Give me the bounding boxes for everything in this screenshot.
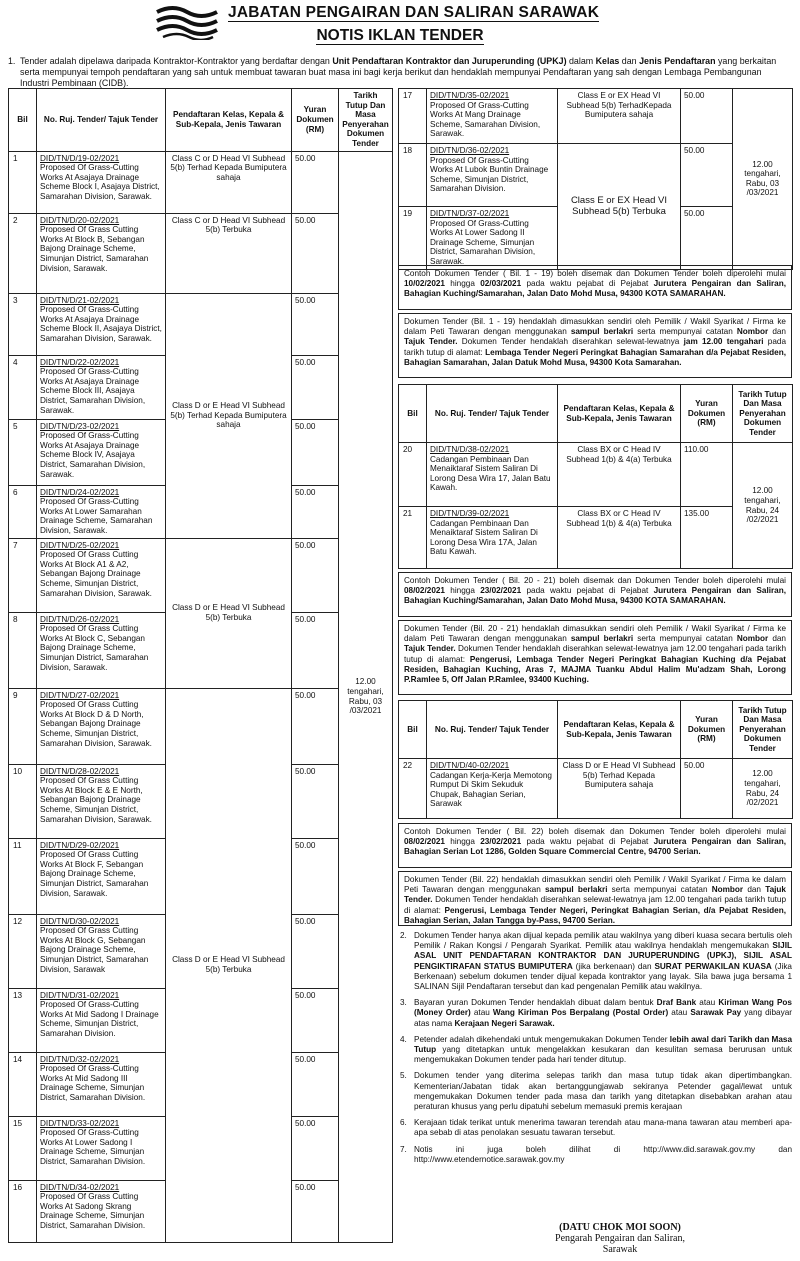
table-row: 17 DID/TN/D/35-02/2021 Proposed Of Grass-Cutting Works At Mang Drainage Scheme, Samarahan Division, Sarawak. Class E or EX Head VI Subhead 5(b) TerhadKepada Bumiputera sahaja 50.00 12.00 tengahari, Rabu, 03 /03/2021: [399, 89, 793, 144]
col-header-reg: Pendaftaran Kelas, Kepala & Sub-Kepala, Jenis Tawaran: [166, 89, 292, 152]
tender-ref-link[interactable]: DID/TN/D/21-02/2021: [40, 295, 120, 305]
tender-ref-link[interactable]: DID/TN/D/22-02/2021: [40, 357, 120, 367]
table-row: 10 DID/TN/D/28-02/2021 Proposed Of Grass Cutting Works At Block E & E North, Sebangan Bajong Drainage Scheme, Simunjan District, Samarahan Division, Sarawak. 50.00: [9, 764, 393, 838]
list-item: 6. Kerajaan tidak terikat untuk menerima tawaran terendah atau mana-mana tawaran atau memberi apa-apa sebab di atas penolakan sesuatu tawaran tersebut.: [400, 1118, 792, 1138]
tender-ref-link[interactable]: DID/TN/D/39-02/2021: [430, 509, 510, 518]
table-row: 19 DID/TN/D/37-02/2021 Proposed Of Grass-Cutting Works At Lower Sadong II Drainage Scheme, Simunjan District, Samarahan Division, Sarawak. 50.00: [399, 207, 793, 270]
tender-ref-link[interactable]: DID/TN/D/23-02/2021: [40, 421, 120, 431]
tender-ref-link[interactable]: DID/TN/D/27-02/2021: [40, 690, 120, 700]
closing-date: 12.00 tengahari, Rabu, 24 /02/2021: [733, 443, 793, 569]
registration-class: Class D or E Head VI Subhead 5(b) Terbuka: [166, 538, 292, 688]
table-row: 4 DID/TN/D/22-02/2021 Proposed Of Grass-Cutting Works At Asajaya Drainage Scheme Block III, Asajaya District, Samarahan Division, Sarawak. 50.00: [9, 355, 393, 419]
table-row: 7 DID/TN/D/25-02/2021 Proposed Of Grass Cutting Works At Block A1 & A2, Sebangan Bajong Drainage Scheme, Simunjan District, Samarahan Division, Sarawak. Class D or E Head VI Subhead 5(b) Terbuka 50.00: [9, 538, 393, 612]
intro-paragraph: 1. Tender adalah dipelawa daripada Kontraktor-Kontraktor yang berdaftar dengan Unit Pendaftaran Kontraktor dan Juruperunding (UPKJ) dalam Kelas dan Jenis Pendaftaran yang berkaitan serta mempunyai tempoh pendaftaran yang sah untuk membuat tawaran buat masa ini bagi kerja berikut dan hendaklah mempunyai Pendaftaran yang sah dengan Lembaga Pembangunan Industri Pembinaan (CIDB).: [8, 56, 777, 89]
tender-table-right-c: Bil No. Ruj. Tender/ Tajuk Tender Pendaftaran Kelas, Kepala & Sub-Kepala, Jenis Tawaran Yuran Dokumen (RM) Tarikh Tutup Dan Masa Penyerahan Dokumen Tender 22 DID/TN/D/40-02/2021 Cadangan Kerja-Kerja Memotong Rumput Di Skim Sekuduk Chupak, Bahagian Serian, Sarawak Class D or E Head VI Subhead 5(b) Terhad Kepada Bumiputera sahaja 50.00 12.00 tengahari, Rabu, 24 /02/2021: [398, 700, 793, 819]
tender-ref-link[interactable]: DID/TN/D/36-02/2021: [430, 146, 510, 155]
table-row: 18 DID/TN/D/36-02/2021 Proposed Of Grass-Cutting Works At Lubok Buntin Drainage Scheme, Simunjan District, Samarahan Division. Class E or EX Head VI Subhead 5(b) Terbuka 50.00: [399, 144, 793, 207]
registration-class: Class D or E Head VI Subhead 5(b) Terbuka: [166, 688, 292, 1242]
registration-class: Class E or EX Head VI Subhead 5(b) Terbuka: [558, 144, 681, 270]
submission-note: Dokumen Tender (Bil. 20 - 21) hendaklah dimasukkan sendiri oleh Pemilik / Wakil Syarikat / Firma ke dalam Peti Tawaran dengan menggunakan sampul berlakri serta mempunyai catatan Nombor dan Tajuk Tender. Dokumen Tender hendaklah diserahkan selewat-lewatnya jam 12.00 tengahari pada tarikh tutup di alamat: Pengerusi, Lembaga Tender Negeri Peringkat Bahagian Kuching d/a Pejabat Residen, Bahagian Kuching, Aras 7, MAJMA Tuanku Abdul Halim Mu'adzam Shah, Lorong P.Ramlee 5, Off Jalan P.Ramlee, 93400 Kuching.: [398, 620, 792, 695]
table-row: 5 DID/TN/D/23-02/2021 Proposed Of Grass-Cutting Works At Asajaya Drainage Scheme Block IV, Asajaya District, Samarahan Division, Sarawak. 50.00: [9, 419, 393, 485]
table-row: 21 DID/TN/D/39-02/2021 Cadangan Pembinaan Dan Menaiktaraf Sistem Saliran Di Lorong Desa Wira 17A, Jalan Batu Kawah. Class BX or C Head IV Subhead 1(b) & 4(a) Terbuka 135.00: [399, 507, 793, 569]
table-row: 8 DID/TN/D/26-02/2021 Proposed Of Grass Cutting Works At Block C, Sebangan Bajong Drainage Scheme, Simunjan District, Samarahan Division, Sarawak. 50.00: [9, 612, 393, 688]
table-row: 20 DID/TN/D/38-02/2021 Cadangan Pembinaan Dan Menaiktaraf Sistem Saliran Di Lorong Desa Wira 17, Jalan Batu Kawah. Class BX or C Head IV Subhead 1(b) & 4(a) Terbuka 110.00 12.00 tengahari, Rabu, 24 /02/2021: [399, 443, 793, 507]
website-links[interactable]: Notis ini juga boleh dilihat di http://www.did.sarawak.gov.my dan http://www.etendernotice.sarawak.gov.my: [414, 1144, 792, 1164]
signature-block: [470, 1222, 770, 1255]
tender-table-left: [8, 88, 393, 1243]
registration-class: Class C or D Head VI Subhead 5(b) Terhad Kepada Bumiputera sahaja: [166, 151, 292, 213]
registration-class: Class BX or C Head IV Subhead 1(b) & 4(a) Terbuka: [558, 443, 681, 507]
header: [0, 0, 800, 60]
table-row: 22 DID/TN/D/40-02/2021 Cadangan Kerja-Kerja Memotong Rumput Di Skim Sekuduk Chupak, Bahagian Serian, Sarawak Class D or E Head VI Subhead 5(b) Terhad Kepada Bumiputera sahaja 50.00 12.00 tengahari, Rabu, 24 /02/2021: [399, 759, 793, 819]
page-title: JABATAN PENGAIRAN DAN SALIRAN SARAWAK: [228, 4, 600, 21]
table-row: 6 DID/TN/D/24-02/2021 Proposed Of Grass-Cutting Works At Lower Samarahan Drainage Scheme, Samarahan Division, Sarawak. 50.00: [9, 485, 393, 538]
document-availability-note: Contoh Dokumen Tender ( Bil. 22) boleh disemak dan Dokumen Tender boleh diperolehi mulai 08/02/2021 hingga 23/02/2021 pada waktu pejabat di Pejabat Jurutera Pengairan dan Saliran, Bahagian Serian Lot 1286, Golden Square Commercial Centre, 94700 Serian.: [398, 823, 792, 868]
registration-class: Class E or EX Head VI Subhead 5(b) TerhadKepada Bumiputera sahaja: [558, 89, 681, 144]
tender-ref-link[interactable]: DID/TN/D/29-02/2021: [40, 840, 120, 850]
table-row: 2 DID/TN/D/20-02/2021 Proposed Of Grass Cutting Works At Block B, Sebangan Bajong Drainage Scheme, Simunjan District, Samarahan Division, Sarawak. Class C or D Head VI Subhead 5(b) Terbuka 50.00: [9, 213, 393, 293]
col-header-bil: Bil: [9, 89, 37, 152]
table-row: 13 DID/TN/D/31-02/2021 Proposed Of Grass-Cutting Works At Mid Sadong I Drainage Scheme, Simunjan District, Samarahan Division. 50.00: [9, 988, 393, 1052]
registration-class: Class BX or C Head IV Subhead 1(b) & 4(a) Terbuka: [558, 507, 681, 569]
table-row: 9 DID/TN/D/27-02/2021 Proposed Of Grass Cutting Works At Block D & D North, Sebangan Bajong Drainage Scheme, Simunjan District, Samarahan Division, Sarawak. Class D or E Head VI Subhead 5(b) Terbuka 50.00: [9, 688, 393, 764]
list-item: 4. Petender adalah dikehendaki untuk mengemukakan Dokumen Tender lebih awal dari Tarikh dan Masa Tutup yang ditetapkan untuk mengelakkan kesukaran dan kesulitan semasa berurusan untuk mengemukakan Dokumen tender pada hari tender ditutup.: [400, 1034, 793, 1065]
table-row: 11 DID/TN/D/29-02/2021 Proposed Of Grass Cutting Works At Block F, Sebangan Bajong Drainage Scheme, Simunjan District, Samarahan Division, Sarawak. 50.00: [9, 838, 393, 914]
col-header-ref: No. Ruj. Tender/ Tajuk Tender: [37, 89, 166, 152]
tender-ref-link[interactable]: DID/TN/D/20-02/2021: [40, 215, 120, 225]
col-header-fee: Yuran Dokumen (RM): [292, 89, 339, 152]
registration-class: Class D or E Head VI Subhead 5(b) Terhad Kepada Bumiputera sahaja: [558, 759, 681, 819]
list-item: 7. Notis ini juga boleh dilihat di http://www.did.sarawak.gov.my dan http://www.etendernotice.sarawak.gov.my: [400, 1144, 792, 1164]
tender-ref-link[interactable]: DID/TN/D/31-02/2021: [40, 990, 120, 1000]
list-item: 3. Bayaran yuran Dokumen Tender hendaklah dibuat dalam bentuk Draf Bank atau Kiriman Wang Pos (Money Order) atau Wang Kiriman Pos Berpalang (Postal Order) atau Sarawak Pay yang dibayar atas nama Kerajaan Negeri Sarawak.: [400, 998, 792, 1028]
closing-date: 12.00 tengahari, Rabu, 24 /02/2021: [733, 759, 793, 819]
document-availability-note: Contoh Dokumen Tender ( Bil. 20 - 21) boleh disemak dan Dokumen Tender boleh diperolehi mulai 08/02/2021 hingga 23/02/2021 pada waktu pejabat di Pejabat Jurutera Pengairan dan Saliran, Bahagian Kuching/Samarahan, Jalan Dato Mohd Musa, 94300 KOTA SAMARAHAN.: [398, 572, 792, 617]
registration-class: Class D or E Head VI Subhead 5(b) Terhad Kepada Bumiputera sahaja: [166, 293, 292, 538]
list-item: 2. Dokumen Tender hanya akan dijual kepada pemilik atau wakilnya yang diberi kuasa secara bertulis oleh Pemilik / Rakan Kongsi / Pengarah Syarikat. Pemilik atau wakilnya hendaklah mengemukakan SIJIL ASAL UNIT PENDAFTARAN KONTRAKTOR DAN JURUPERUNDING (UPKJ), SIJIL ASAL PENGIKTIRAFAN STATUS BUMIPUTERA (jika berkenaan) dan SURAT PERWAKILAN KUASA (Jika Berkenaan) sebelum dokumen tender dijual kepada kontraktor yang layak. Sila bawa juga bersama 1 SALINAN Sijil Pendaftaran tersebut dan kad pengenalan Pemilik atau wakilnya.: [400, 931, 792, 992]
tender-ref-link[interactable]: DID/TN/D/35-02/2021: [430, 91, 510, 100]
submission-note: Dokumen Tender (Bil. 22) hendaklah dimasukkan sendiri oleh Pemilik / Wakil Syarikat / Firma ke dalam Peti Tawaran dengan menggunakan sampul berlakri serta mempunyai catatan Nombor dan Tajuk Tender. Dokumen Tender hendaklah diserahkan selewat-lewatnya jam 12.00 tengahari pada tarikh tutup di alamat: Pengerusi, Lembaga Tender Negeri, Peringkat Bahagian Serian, d/a Pejabat Residen, Bahagian Serian, Jalan Tangga by-Pass, 94700 Serian.: [398, 871, 792, 926]
tender-ref-link[interactable]: DID/TN/D/38-02/2021: [430, 445, 510, 454]
signatory-state: Sarawak: [602, 1244, 638, 1255]
signatory-title: Pengarah Pengairan dan Saliran,: [555, 1233, 685, 1244]
tender-ref-link[interactable]: DID/TN/D/24-02/2021: [40, 487, 120, 497]
document-availability-note: Contoh Dokumen Tender ( Bil. 1 - 19) boleh disemak dan Dokumen Tender boleh diperolehi mulai 10/02/2021 hingga 02/03/2021 pada waktu pejabat di Pejabat Jurutera Pengairan dan Saliran, Bahagian Kuching/Samarahan, Jalan Dato Mohd Musa, 94300 KOTA SAMARAHAN.: [398, 265, 792, 310]
registration-class: Class C or D Head VI Subhead 5(b) Terbuka: [166, 213, 292, 293]
closing-date: 12.00 tengahari, Rabu, 03 /03/2021: [733, 89, 793, 270]
tender-ref-link[interactable]: DID/TN/D/37-02/2021: [430, 209, 510, 218]
col-header-close: Tarikh Tutup Dan Masa Penyerahan Dokumen Tender: [339, 89, 393, 152]
tender-ref-link[interactable]: DID/TN/D/25-02/2021: [40, 540, 120, 550]
table-row: 12 DID/TN/D/30-02/2021 Proposed Of Grass Cutting Works At Block G, Sebangan Bajong Drainage Scheme, Simunjan District, Samarahan Division, Sarawak 50.00: [9, 914, 393, 988]
tender-ref-link[interactable]: DID/TN/D/26-02/2021: [40, 614, 120, 624]
table-row: 3 DID/TN/D/21-02/2021 Proposed Of Grass-Cutting Works At Asajaya Drainage Scheme Block II, Asajaya District, Samarahan Division, Sarawak. Class D or E Head VI Subhead 5(b) Terhad Kepada Bumiputera sahaja 50.00: [9, 293, 393, 355]
table-row: 1 DID/TN/D/19-02/2021 Proposed Of Grass-Cutting Works At Asajaya Drainage Scheme Block I, Asajaya District, Samarahan Division, Sarawak. Class C or D Head VI Subhead 5(b) Terhad Kepada Bumiputera sahaja 50.00 12.00 tengahari, Rabu, 03 /03/2021: [9, 151, 393, 213]
table-row: 14 DID/TN/D/32-02/2021 Proposed Of Grass-Cutting Works At Mid Sadong III Drainage Scheme, Simunjan District, Samarahan Division. 50.00: [9, 1052, 393, 1116]
submission-note: Dokumen Tender (Bil. 1 - 19) hendaklah dimasukkan sendiri oleh Pemilik / Wakil Syarikat / Firma ke dalam Peti Tawaran dengan menggunakan sampul berlakri serta mempunyai catatan Nombor dan Tajuk Tender. Dokumen Tender hendaklah diserahkan selewat-lewatnya jam 12.00 tengahari pada tarikh tutup di alamat: Lembaga Tender Negeri Peringkat Bahagian Samarahan d/a Pejabat Residen, Bahagian Samarahan, Jalan Datuk Mohd Musa, 94300 Kota Samarahan.: [398, 313, 792, 378]
tender-ref-link[interactable]: DID/TN/D/34-02/2021: [40, 1182, 120, 1192]
tender-ref-link[interactable]: DID/TN/D/28-02/2021: [40, 766, 120, 776]
closing-date: 12.00 tengahari, Rabu, 03 /03/2021: [339, 151, 393, 1242]
tender-ref-link[interactable]: DID/TN/D/40-02/2021: [430, 761, 510, 770]
tender-ref-link[interactable]: DID/TN/D/19-02/2021: [40, 153, 120, 163]
signatory-name: (DATU CHOK MOI SOON): [559, 1222, 681, 1233]
tender-ref-link[interactable]: DID/TN/D/32-02/2021: [40, 1054, 120, 1064]
table-row: 16 DID/TN/D/34-02/2021 Proposed Of Grass Cutting Works At Sadong Skrang Drainage Scheme, Simunjan District, Samarahan Division. 50.00: [9, 1180, 393, 1242]
tender-table-right-b: Bil No. Ruj. Tender/ Tajuk Tender Pendaftaran Kelas, Kepala & Sub-Kepala, Jenis Tawaran Yuran Dokumen (RM) Tarikh Tutup Dan Masa Penyerahan Dokumen Tender 20 DID/TN/D/38-02/2021 Cadangan Pembinaan Dan Menaiktaraf Sistem Saliran Di Lorong Desa Wira 17, Jalan Batu Kawah. Class BX or C Head IV Subhead 1(b) & 4(a) Terbuka 110.00 12.00 tengahari, Rabu, 24 /02/2021 21 DID/TN/D/39-02/2021 Cadangan Pembinaan Dan Menaiktaraf Sistem Saliran Di Lorong Desa Wira 17A, Jalan Batu Kawah. Class BX or C Head IV Subhead 1(b) & 4(a) Terbuka 135.00: [398, 384, 793, 569]
table-row: 15 DID/TN/D/33-02/2021 Proposed Of Grass-Cutting Works At Lower Sadong I Drainage Scheme, Simunjan District, Samarahan Division. 50.00: [9, 1116, 393, 1180]
tender-table-right-a: [398, 88, 793, 270]
list-item: 5. Dokumen tender yang diterima selepas tarikh dan masa tutup tidak akan dipertimbangkan. Kementerian/Jabatan tidak akan bertanggungjawab sekiranya Petender gagal/lewat untuk mengemukakan Dokumen tender pada masa dan tarikh yang ditetapkan disebabkan arahan atau peraturan khusus yang perlu dipatuhi sebelum memasuki premis kerajaan: [400, 1071, 792, 1112]
tender-ref-link[interactable]: DID/TN/D/33-02/2021: [40, 1118, 120, 1128]
tender-ref-link[interactable]: DID/TN/D/30-02/2021: [40, 916, 120, 926]
conditions-list: [398, 931, 792, 1171]
page-subtitle: NOTIS IKLAN TENDER: [316, 27, 484, 44]
